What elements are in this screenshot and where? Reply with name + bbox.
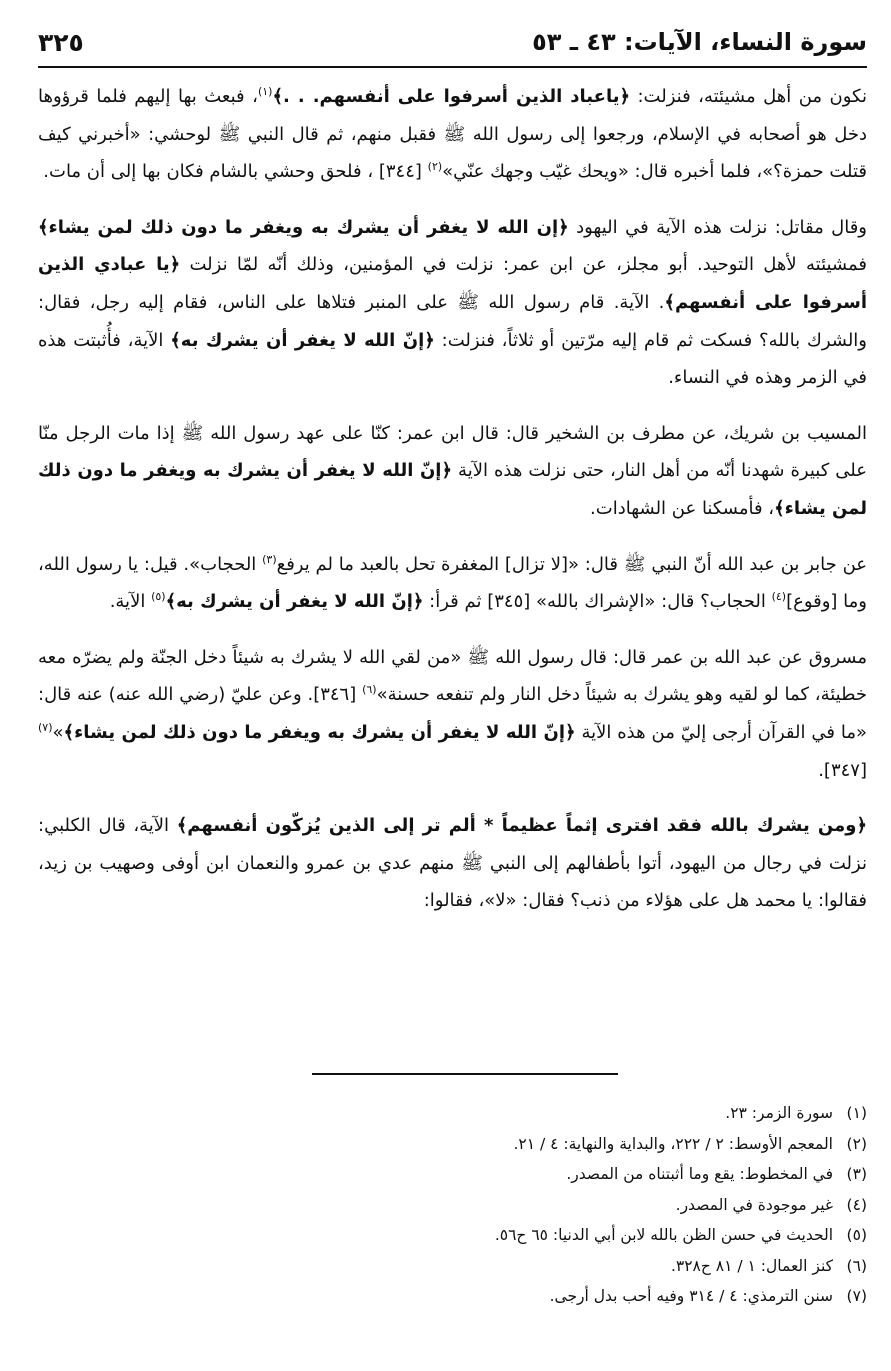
- text-run: نكون من أهل مشيئته، فنزلت:: [630, 86, 867, 107]
- paragraph-6: [38, 807, 867, 920]
- footnote-item: [60, 1251, 867, 1282]
- quran-verse: ﴿إنّ الله لا يغفر أن يشرك به﴾: [170, 329, 435, 351]
- paragraph-1: [38, 78, 867, 191]
- footnotes: [60, 1098, 867, 1312]
- footnote-item: [60, 1281, 867, 1312]
- footnote-item: [60, 1220, 867, 1251]
- footnote-ref: (١): [257, 85, 273, 98]
- footnote-text: المعجم الأوسط: ٢ / ٢٢٢، والبداية والنهاية: ٤ / ٢١.: [513, 1134, 833, 1153]
- text-run: [٣٤٦]. وعن عليّ (رضي الله عنه) عنه قال: «ما في القرآن أرجى إليّ من هذه الآية: [38, 684, 867, 743]
- footnote-number: (٧): [846, 1287, 867, 1305]
- paragraph-2: [38, 209, 867, 397]
- footnote-ref: (٢): [427, 160, 443, 174]
- text-run: »: [52, 721, 64, 743]
- footnote-ref: (٣): [262, 552, 277, 566]
- quran-verse: ﴿إن الله لا يغفر أن يشرك به ويغفر ما دون ذلك لمن يشاء﴾: [38, 216, 569, 238]
- footnote-item: [60, 1190, 867, 1221]
- text-run: ، فبعث بها إليهم فلما قرؤوها دخل هو أصحابه في الإسلام، ورجعوا إلى رسول الله ﷺ فقبل منهم، ثم قال النبي ﷺ لوحشي: «أخبرني كيف قتلت حمزة؟»، فلما أخبره قال: «ويحك غيّب وجهك عنّي»: [38, 86, 867, 183]
- footnote-item: [60, 1129, 867, 1160]
- text-run: الحجاب». قيل: يا رسول الله، وما [وقوع]: [38, 553, 867, 613]
- page-number: ٣٢٥: [38, 28, 84, 57]
- text-run: وقال مقاتل: نزلت هذه الآية في اليهود: [568, 216, 867, 238]
- footnote-number: (٢): [846, 1134, 867, 1153]
- text-run: الآية.: [109, 591, 152, 613]
- footnote-text: سنن الترمذي: ٤ / ٣١٤ وفيه أحب بدل أرجى.: [549, 1287, 833, 1305]
- footnote-ref: (٧): [38, 720, 53, 734]
- footnote-ref: (٥): [151, 590, 166, 604]
- paragraph-4: [38, 546, 867, 621]
- main-text: [38, 78, 867, 938]
- footnote-text: غير موجودة في المصدر.: [675, 1195, 833, 1214]
- paragraph-5: [38, 639, 867, 789]
- text-run: المسيب بن شريك، عن مطرف بن الشخير قال: قال ابن عمر: كنّا على عهد رسول الله ﷺ إذا مات الرجل منّا على كبيرة شهدنا أنّه من أهل النار، حتى نزلت هذه الآية: [38, 422, 867, 482]
- footnote-text: سورة الزمر: ٢٣.: [725, 1104, 833, 1122]
- quran-verse: ﴿إنّ الله لا يغفر أن يشرك به ويغفر ما دون ذلك لمن يشاء﴾: [63, 721, 576, 743]
- text-run: . الآية. قام رسول الله ﷺ على المنبر فتلاها على الناس، فقام إليه رجل، فقال: والشرك بالله؟ فسكت ثم قام إليه مرّتين أو ثلاثاً، فنزلت:: [38, 291, 867, 351]
- text-run: الآية، قال الكلبي: نزلت في رجال من اليهود، أتوا بأطفالهم إلى النبي ﷺ منهم عدي بن عمرو والنعمان ابن أوفى وصهيب بن زيد، فقالوا: يا محمد هل على هؤلاء من ذنب؟ فقال: «لا»، فقالوا:: [38, 815, 867, 912]
- text-run: مسروق عن عبد الله بن عمر قال: قال رسول الله ﷺ «من لقي الله لا يشرك به شيئاً دخل الجنّة ولم يضرّه معه خطيئة، كما لو لقيه وهو يشرك به شيئاً دخل النار ولم تنفعه حسنة»: [38, 646, 867, 706]
- footnote-item: [60, 1159, 867, 1190]
- paragraph-3: [38, 415, 867, 528]
- footnote-number: (٦): [846, 1256, 867, 1275]
- footnote-item: [60, 1098, 867, 1129]
- page-header: [38, 22, 867, 68]
- footnote-text: في المخطوط: يقع وما أثبتناه من المصدر.: [566, 1165, 833, 1183]
- text-run: [٣٤٤] ، فلحق وحشي بالشام فكان بها إلى أن مات.: [43, 161, 428, 183]
- quran-verse: ﴿يا عبادي الذين أسرفوا على أنفسهم﴾: [38, 254, 867, 313]
- text-run: فمشيئته لأهل التوحيد. أبو مجلز، عن ابن عمر: نزلت في المؤمنين، وذلك أنّه لمّا نزلت: [180, 254, 868, 276]
- text-run: الآية، فأُثبتت هذه في الزمر وهذه في النساء.: [38, 329, 867, 389]
- text-run: [٣٤٧].: [818, 759, 867, 781]
- quran-verse: ﴿ياعباد الذين أسرفوا على أنفسهم. . .﴾: [272, 86, 631, 107]
- footnote-ref: (٤): [771, 590, 787, 604]
- footnote-number: (١): [846, 1104, 867, 1122]
- quran-verse: ﴿إنّ الله لا يغفر أن يشرك به ويغفر ما دون ذلك لمن يشاء﴾: [38, 460, 867, 519]
- footnote-ref: (٦): [362, 683, 377, 697]
- text-run: عن جابر بن عبد الله أنّ النبي ﷺ قال: «[لا تزال] المغفرة تحل بالعبد ما لم يرفع: [276, 553, 868, 575]
- footnote-number: (٤): [846, 1195, 867, 1214]
- text-run: ، فأمسكنا عن الشهادات.: [590, 497, 775, 519]
- quran-verse: ﴿ومن يشرك بالله فقد افترى إثماً عظيماً * ألم تر إلى الذين يُزكّون أنفسهم﴾: [176, 815, 868, 837]
- text-run: الحجاب؟ قال: «الإشراك بالله» [٣٤٥] ثم قرأ:: [423, 591, 772, 613]
- surah-title: سورة النساء، الآيات: ٤٣ ـ ٥٣: [532, 28, 867, 56]
- footnote-divider: [312, 1073, 618, 1075]
- footnote-number: (٣): [846, 1165, 867, 1183]
- footnote-text: كنز العمال: ١ / ٨١ ح٣٢٨.: [670, 1256, 833, 1275]
- quran-verse: ﴿إنّ الله لا يغفر أن يشرك به﴾: [165, 591, 424, 613]
- footnote-number: (٥): [846, 1226, 867, 1244]
- footnote-text: الحديث في حسن الظن بالله لابن أبي الدنيا: ٦٥ ح٥٦.: [494, 1226, 833, 1244]
